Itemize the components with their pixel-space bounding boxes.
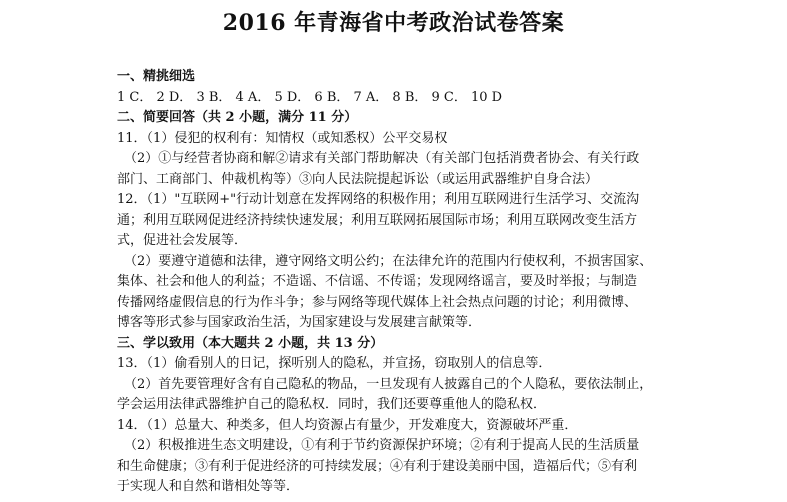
answer-line: 14．（1）总量大、种类多，但人均资源占有量少，开发难度大，资源破坏严重．: [117, 417, 578, 433]
answer-line: 集体、社会和他人的利益；不造谣、不信谣、不传谣；发现网络谣言，要及时举报；与制造: [117, 274, 638, 289]
section-heading: 二、简要回答（共 2 小题，满分 11 分）: [117, 110, 358, 125]
answer-line: 式，促进社会发展等．: [117, 233, 248, 248]
answer-line: 1 C． 2 D． 3 B． 4 A． 5 D． 6 B． 7 A． 8 B． 9 C． 10 D: [117, 89, 503, 105]
answer-line: 学会运用法律武器维护自己的隐私权．同时，我们还要尊重他人的隐私权．: [117, 397, 547, 412]
answer-content: [117, 67, 677, 498]
answer-line: （2）积极推进生态文明建设，①有利于节约资源保护环境；②有利于提高人民的生活质量: [124, 438, 640, 453]
answer-line: 于实现人和自然和谐相处等等．: [117, 479, 300, 494]
answer-line: （2）要遵守道德和法律，遵守网络文明公约；在法律允许的范围内行使权利，不损害国家、: [124, 253, 653, 269]
answer-line: 13．（1）偷看别人的日记，探听别人的隐私，并宣扬，窃取别人的信息等．: [117, 356, 552, 371]
answer-line: 通；利用互联网促进经济持续快速发展；利用互联网拓展国际市场；利用互联网改变生活方: [117, 212, 638, 228]
answer-line: （2）首先要管理好含有自己隐私的物品，一旦发现有人披露自己的个人隐私，要依法制止，: [124, 376, 653, 392]
page-title: 2016 年青海省中考政治试卷答案: [222, 10, 565, 36]
answer-line: 博客等形式参与国家政治生活，为国家建设与发展建言献策等．: [117, 315, 482, 330]
answer-line: 传播网络虚假信息的行为作斗争；参与网络等现代媒体上社会热点问题的讨论；利用微博、: [117, 294, 638, 310]
answer-line: 11．（1）侵犯的权利有：知情权（或知悉权）公平交易权: [117, 130, 448, 146]
answer-line: （2）①与经营者协商和解②请求有关部门帮助解决（有关部门包括消费者协会、有关行政: [124, 151, 640, 166]
answer-line: 和生命健康；③有利于促进经济的可持续发展；④有利于建设美丽中国，造福后代；⑤有利: [117, 458, 638, 474]
answer-line: 12．（1）"互联网+"行动计划意在发挥网络的积极作用；利用互联网进行生活学习、交流沟: [117, 192, 640, 207]
section-heading: 一、精挑细选: [117, 69, 196, 84]
answer-line: 部门、工商部门、仲裁机构等）③向人民法院提起诉讼（或运用武器维护自身合法）: [117, 171, 599, 187]
section-heading: 三、学以致用（本大题共 2 小题，共 13 分）: [117, 335, 384, 351]
